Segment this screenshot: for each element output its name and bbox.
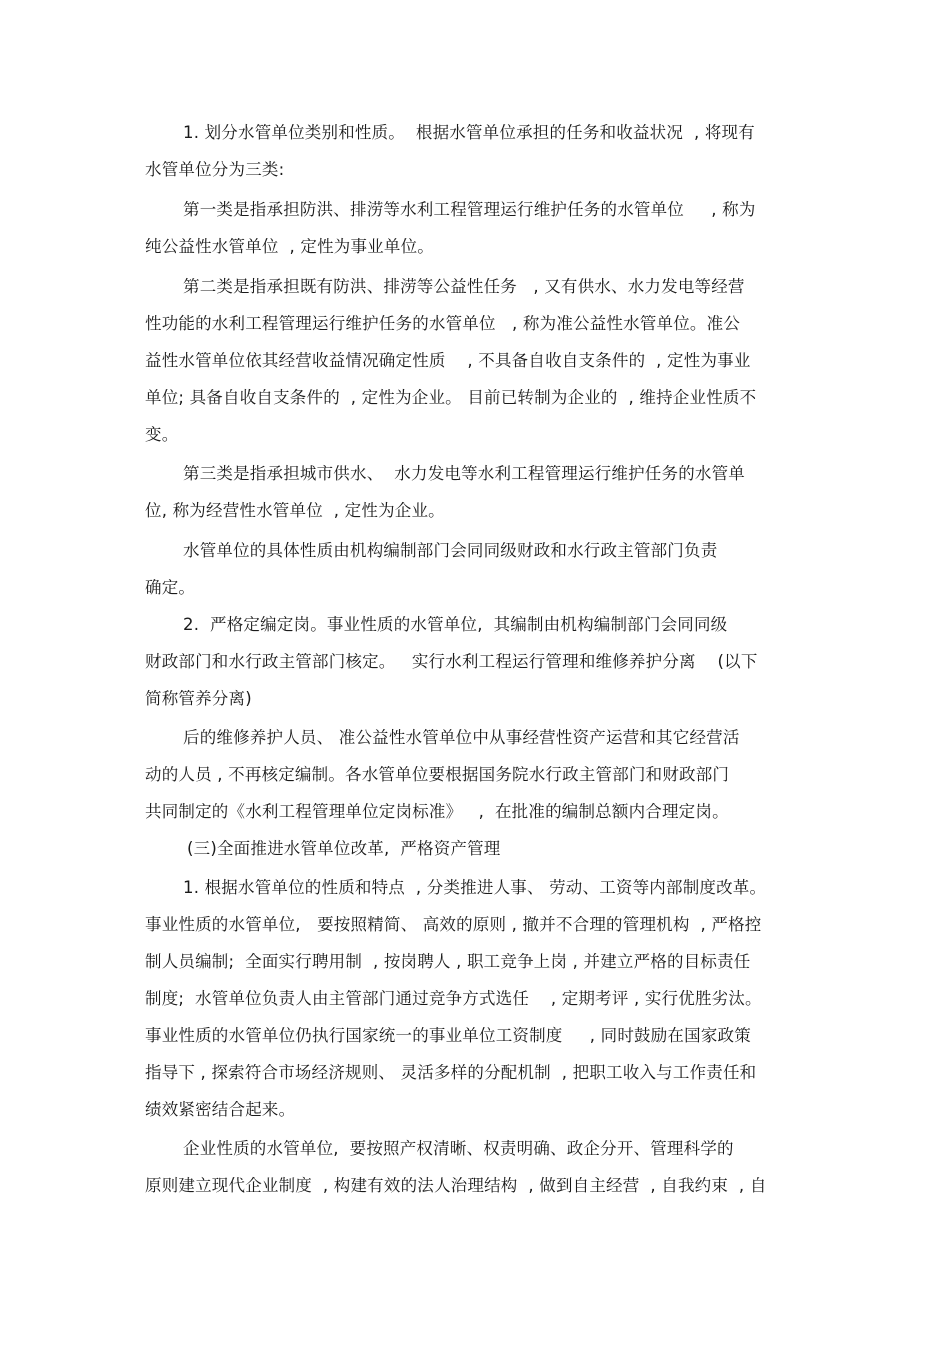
text-line: 企业性质的水管单位, 要按照产权清晰、权责明确、政企分开、管理科学的 (183, 1139, 734, 1158)
text-line: 位, 称为经营性水管单位 , 定性为企业。 (145, 501, 445, 520)
text-line: 1. 根据水管单位的性质和特点 , 分类推进人事、 劳动、工资等内部制度改革。 (183, 878, 767, 897)
text-line: 水管单位分为三类: (145, 160, 285, 179)
text-line: 原则建立现代企业制度 , 构建有效的法人治理结构 , 做到自主经营 , 自我约束 , 自 (145, 1176, 767, 1195)
text-line: 纯公益性水管单位 , 定性为事业单位。 (145, 237, 434, 256)
text-line: 后的维修养护人员、 准公益性水管单位中从事经营性资产运营和其它经营活 (183, 728, 740, 747)
text-line: 性功能的水利工程管理运行维护任务的水管单位 , 称为准公益性水管单位。准公 (145, 314, 741, 333)
text-line: 事业性质的水管单位, 要按照精简、 高效的原则 , 撤并不合理的管理机构 , 严格控 (145, 915, 762, 934)
text-line: 第一类是指承担防洪、排涝等水利工程管理运行维护任务的水管单位 , 称为 (183, 200, 756, 219)
text-line: 第二类是指承担既有防洪、排涝等公益性任务 , 又有供水、水力发电等经营 (183, 277, 745, 296)
text-line: 动的人员 , 不再核定编制。各水管单位要根据国务院水行政主管部门和财政部门 (145, 765, 730, 784)
text-line: 简称管养分离) (145, 689, 252, 708)
text-line: 益性水管单位依其经营收益情况确定性质 , 不具备自收自支条件的 , 定性为事业 (145, 351, 751, 370)
text-line: 1. 划分水管单位类别和性质。 根据水管单位承担的任务和收益状况 , 将现有 (183, 123, 755, 142)
section-heading: (三)全面推进水管单位改革, 严格资产管理 (187, 839, 501, 858)
text-line: 指导下 , 探索符合市场经济规则、 灵活多样的分配机制 , 把职工收入与工作责任和 (145, 1063, 757, 1082)
text-line: 制度; 水管单位负责人由主管部门通过竞争方式选任 , 定期考评 , 实行优胜劣汰。 (145, 989, 762, 1008)
text-line: 水管单位的具体性质由机构编制部门会同同级财政和水行政主管部门负责 (183, 541, 718, 560)
text-line: 财政部门和水行政主管部门核定。 实行水利工程运行管理和维修养护分离 (以下 (145, 652, 758, 671)
text-line: 变。 (145, 425, 179, 444)
text-line: 绩效紧密结合起来。 (145, 1100, 296, 1119)
text-line: 确定。 (145, 578, 196, 597)
text-line: 第三类是指承担城市供水、 水力发电等水利工程管理运行维护任务的水管单 (183, 464, 745, 483)
text-line: 单位; 具备自收自支条件的 , 定性为企业。 目前已转制为企业的 , 维持企业性质不 (145, 388, 757, 407)
text-line: 事业性质的水管单位仍执行国家统一的事业单位工资制度 , 同时鼓励在国家政策 (145, 1026, 751, 1045)
text-line: 共同制定的《水利工程管理单位定岗标准》 , 在批准的编制总额内合理定岗。 (145, 802, 729, 821)
text-line: 制人员编制; 全面实行聘用制 , 按岗聘人 , 职工竞争上岗 , 并建立严格的目标责任 (145, 952, 751, 971)
text-line: 2. 严格定编定岗。事业性质的水管单位, 其编制由机构编制部门会同同级 (183, 615, 728, 634)
